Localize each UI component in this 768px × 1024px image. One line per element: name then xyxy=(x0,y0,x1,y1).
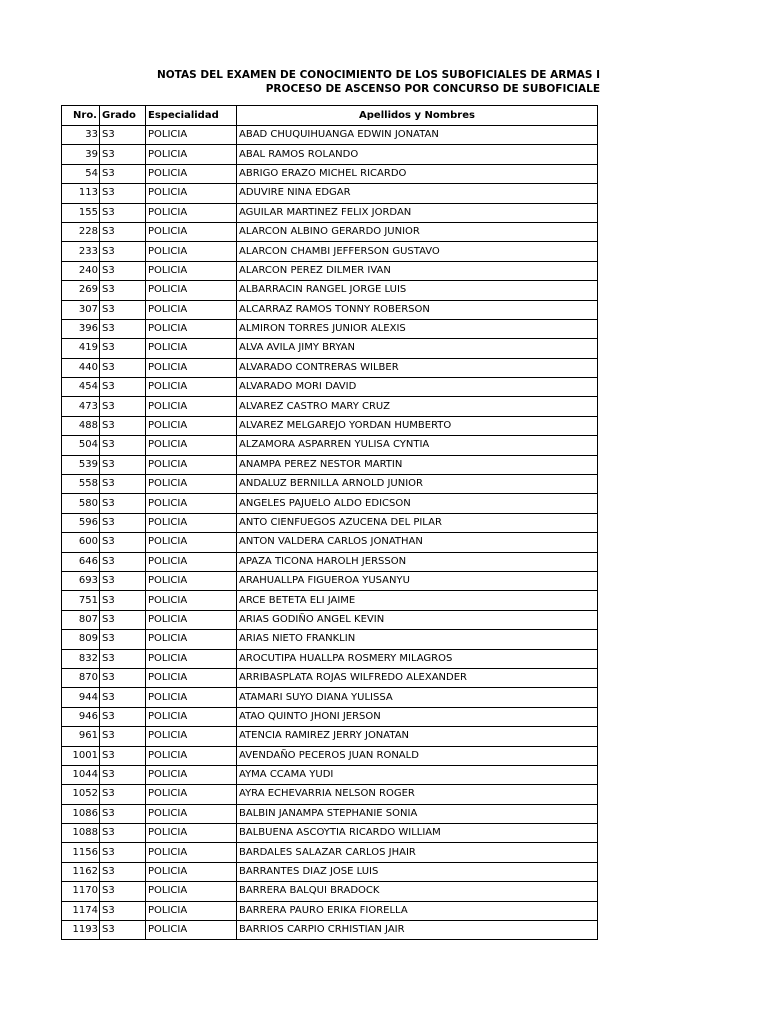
cell-especialidad: POLICIA xyxy=(146,358,237,377)
cell-grado: S3 xyxy=(100,591,146,610)
table-row xyxy=(62,358,598,377)
cell-especialidad: POLICIA xyxy=(146,126,237,145)
table-row xyxy=(62,281,598,300)
cell-grado: S3 xyxy=(100,203,146,222)
cell-apellidos-nombres: ALVARADO CONTRERAS WILBER xyxy=(237,358,598,377)
cell-grado: S3 xyxy=(100,804,146,823)
cell-grado: S3 xyxy=(100,649,146,668)
cell-nro: 504 xyxy=(62,436,100,455)
cell-especialidad: POLICIA xyxy=(146,145,237,164)
cell-grado: S3 xyxy=(100,475,146,494)
cell-especialidad: POLICIA xyxy=(146,416,237,435)
cell-grado: S3 xyxy=(100,339,146,358)
cell-especialidad: POLICIA xyxy=(146,727,237,746)
cell-nro: 39 xyxy=(62,145,100,164)
cell-grado: S3 xyxy=(100,610,146,629)
cell-apellidos-nombres: AGUILAR MARTINEZ FELIX JORDAN xyxy=(237,203,598,222)
cell-grado: S3 xyxy=(100,184,146,203)
cell-grado: S3 xyxy=(100,281,146,300)
cell-grado: S3 xyxy=(100,378,146,397)
cell-apellidos-nombres: BARRERA BALQUI BRADOCK xyxy=(237,882,598,901)
cell-apellidos-nombres: ALBARRACIN RANGEL JORGE LUIS xyxy=(237,281,598,300)
cell-especialidad: POLICIA xyxy=(146,552,237,571)
cell-especialidad: POLICIA xyxy=(146,591,237,610)
cell-apellidos-nombres: BARRANTES DIAZ JOSE LUIS xyxy=(237,862,598,881)
cell-grado: S3 xyxy=(100,765,146,784)
cell-apellidos-nombres: AYMA CCAMA YUDI xyxy=(237,765,598,784)
table-row xyxy=(62,668,598,687)
cell-apellidos-nombres: ALVAREZ CASTRO MARY CRUZ xyxy=(237,397,598,416)
cell-especialidad: POLICIA xyxy=(146,261,237,280)
cell-nro: 240 xyxy=(62,261,100,280)
cell-apellidos-nombres: ALCARRAZ RAMOS TONNY ROBERSON xyxy=(237,300,598,319)
cell-grado: S3 xyxy=(100,843,146,862)
header-especialidad: Especialidad xyxy=(146,106,237,126)
cell-apellidos-nombres: BALBIN JANAMPA STEPHANIE SONIA xyxy=(237,804,598,823)
cell-especialidad: POLICIA xyxy=(146,571,237,590)
cell-nro: 1044 xyxy=(62,765,100,784)
cell-especialidad: POLICIA xyxy=(146,785,237,804)
table-row xyxy=(62,300,598,319)
cell-apellidos-nombres: ALARCON ALBINO GERARDO JUNIOR xyxy=(237,222,598,241)
table-row xyxy=(62,862,598,881)
cell-nro: 1156 xyxy=(62,843,100,862)
table-row xyxy=(62,591,598,610)
header-grado: Grado xyxy=(100,106,146,126)
table-row xyxy=(62,552,598,571)
cell-nro: 646 xyxy=(62,552,100,571)
table-row xyxy=(62,901,598,920)
cell-especialidad: POLICIA xyxy=(146,397,237,416)
cell-grado: S3 xyxy=(100,397,146,416)
cell-grado: S3 xyxy=(100,571,146,590)
cell-grado: S3 xyxy=(100,882,146,901)
table-row xyxy=(62,455,598,474)
cell-nro: 1086 xyxy=(62,804,100,823)
cell-apellidos-nombres: BARDALES SALAZAR CARLOS JHAIR xyxy=(237,843,598,862)
cell-nro: 809 xyxy=(62,630,100,649)
cell-grado: S3 xyxy=(100,513,146,532)
cell-grado: S3 xyxy=(100,222,146,241)
cell-especialidad: POLICIA xyxy=(146,222,237,241)
cell-nro: 1052 xyxy=(62,785,100,804)
cell-especialidad: POLICIA xyxy=(146,533,237,552)
table-row xyxy=(62,494,598,513)
table-row xyxy=(62,242,598,261)
cell-nro: 944 xyxy=(62,688,100,707)
cell-nro: 832 xyxy=(62,649,100,668)
cell-grado: S3 xyxy=(100,319,146,338)
cell-apellidos-nombres: AVENDAÑO PECEROS JUAN RONALD xyxy=(237,746,598,765)
table-row xyxy=(62,378,598,397)
table-row xyxy=(62,397,598,416)
cell-apellidos-nombres: AROCUTIPA HUALLPA ROSMERY MILAGROS xyxy=(237,649,598,668)
cell-nro: 473 xyxy=(62,397,100,416)
cell-especialidad: POLICIA xyxy=(146,746,237,765)
cell-nro: 751 xyxy=(62,591,100,610)
cell-grado: S3 xyxy=(100,494,146,513)
table-row xyxy=(62,746,598,765)
cell-nro: 228 xyxy=(62,222,100,241)
cell-apellidos-nombres: ANTON VALDERA CARLOS JONATHAN xyxy=(237,533,598,552)
cell-apellidos-nombres: ARIAS GODIÑO ANGEL KEVIN xyxy=(237,610,598,629)
cell-nro: 1088 xyxy=(62,824,100,843)
table-row xyxy=(62,416,598,435)
cell-grado: S3 xyxy=(100,533,146,552)
cell-apellidos-nombres: ALARCON PEREZ DILMER IVAN xyxy=(237,261,598,280)
cell-especialidad: POLICIA xyxy=(146,319,237,338)
title-line-1: NOTAS DEL EXAMEN DE CONOCIMIENTO DE LOS SUBOFICIALES DE ARMAS I xyxy=(156,69,600,81)
cell-nro: 580 xyxy=(62,494,100,513)
cell-grado: S3 xyxy=(100,126,146,145)
cell-nro: 600 xyxy=(62,533,100,552)
cell-apellidos-nombres: BARRERA PAURO ERIKA FIORELLA xyxy=(237,901,598,920)
cell-nro: 113 xyxy=(62,184,100,203)
cell-apellidos-nombres: ARRIBASPLATA ROJAS WILFREDO ALEXANDER xyxy=(237,668,598,687)
table-row xyxy=(62,222,598,241)
table-row xyxy=(62,261,598,280)
cell-grado: S3 xyxy=(100,862,146,881)
cell-grado: S3 xyxy=(100,630,146,649)
table-row xyxy=(62,203,598,222)
cell-especialidad: POLICIA xyxy=(146,668,237,687)
cell-apellidos-nombres: ARAHUALLPA FIGUEROA YUSANYU xyxy=(237,571,598,590)
cell-especialidad: POLICIA xyxy=(146,436,237,455)
cell-nro: 419 xyxy=(62,339,100,358)
table-row xyxy=(62,184,598,203)
cell-nro: 807 xyxy=(62,610,100,629)
cell-apellidos-nombres: ATAO QUINTO JHONI JERSON xyxy=(237,707,598,726)
cell-especialidad: POLICIA xyxy=(146,513,237,532)
table-row xyxy=(62,727,598,746)
cell-especialidad: POLICIA xyxy=(146,901,237,920)
table-row xyxy=(62,804,598,823)
cell-especialidad: POLICIA xyxy=(146,765,237,784)
cell-grado: S3 xyxy=(100,145,146,164)
cell-nro: 1162 xyxy=(62,862,100,881)
table-row xyxy=(62,630,598,649)
cell-nro: 870 xyxy=(62,668,100,687)
cell-apellidos-nombres: BARRIOS CARPIO CRHISTIAN JAIR xyxy=(237,921,598,940)
cell-apellidos-nombres: ARIAS NIETO FRANKLIN xyxy=(237,630,598,649)
results-table xyxy=(61,105,598,940)
cell-especialidad: POLICIA xyxy=(146,184,237,203)
cell-grado: S3 xyxy=(100,707,146,726)
cell-nro: 440 xyxy=(62,358,100,377)
cell-especialidad: POLICIA xyxy=(146,455,237,474)
cell-nro: 1001 xyxy=(62,746,100,765)
cell-apellidos-nombres: ANGELES PAJUELO ALDO EDICSON xyxy=(237,494,598,513)
table-row xyxy=(62,610,598,629)
cell-apellidos-nombres: ATENCIA RAMIREZ JERRY JONATAN xyxy=(237,727,598,746)
cell-apellidos-nombres: ALARCON CHAMBI JEFFERSON GUSTAVO xyxy=(237,242,598,261)
table-row xyxy=(62,513,598,532)
cell-grado: S3 xyxy=(100,727,146,746)
cell-apellidos-nombres: ALVARADO MORI DAVID xyxy=(237,378,598,397)
cell-nro: 488 xyxy=(62,416,100,435)
table-row xyxy=(62,688,598,707)
cell-apellidos-nombres: ABAD CHUQUIHUANGA EDWIN JONATAN xyxy=(237,126,598,145)
cell-grado: S3 xyxy=(100,261,146,280)
header-nro: Nro. xyxy=(62,106,100,126)
cell-apellidos-nombres: ABRIGO ERAZO MICHEL RICARDO xyxy=(237,164,598,183)
cell-especialidad: POLICIA xyxy=(146,630,237,649)
cell-grado: S3 xyxy=(100,242,146,261)
cell-especialidad: POLICIA xyxy=(146,804,237,823)
cell-especialidad: POLICIA xyxy=(146,882,237,901)
cell-grado: S3 xyxy=(100,416,146,435)
header-apellidos-nombres: Apellidos y Nombres xyxy=(237,106,598,126)
cell-especialidad: POLICIA xyxy=(146,824,237,843)
cell-apellidos-nombres: ANTO CIENFUEGOS AZUCENA DEL PILAR xyxy=(237,513,598,532)
cell-apellidos-nombres: ALZAMORA ASPARREN YULISA CYNTIA xyxy=(237,436,598,455)
table-body xyxy=(62,126,598,940)
table-row xyxy=(62,707,598,726)
cell-especialidad: POLICIA xyxy=(146,242,237,261)
cell-nro: 454 xyxy=(62,378,100,397)
table-row xyxy=(62,319,598,338)
table-row xyxy=(62,785,598,804)
cell-nro: 54 xyxy=(62,164,100,183)
table-row xyxy=(62,126,598,145)
cell-especialidad: POLICIA xyxy=(146,610,237,629)
cell-nro: 693 xyxy=(62,571,100,590)
cell-grado: S3 xyxy=(100,300,146,319)
cell-grado: S3 xyxy=(100,921,146,940)
title-line-2: PROCESO DE ASCENSO POR CONCURSO DE SUBOFICIALE xyxy=(265,83,600,95)
cell-grado: S3 xyxy=(100,552,146,571)
table-row xyxy=(62,571,598,590)
cell-grado: S3 xyxy=(100,688,146,707)
cell-grado: S3 xyxy=(100,746,146,765)
cell-apellidos-nombres: BALBUENA ASCOYTIA RICARDO WILLIAM xyxy=(237,824,598,843)
cell-nro: 33 xyxy=(62,126,100,145)
cell-especialidad: POLICIA xyxy=(146,649,237,668)
cell-nro: 539 xyxy=(62,455,100,474)
cell-apellidos-nombres: AYRA ECHEVARRIA NELSON ROGER xyxy=(237,785,598,804)
cell-apellidos-nombres: ALMIRON TORRES JUNIOR ALEXIS xyxy=(237,319,598,338)
cell-especialidad: POLICIA xyxy=(146,203,237,222)
table-row xyxy=(62,824,598,843)
table-row xyxy=(62,339,598,358)
table-row xyxy=(62,475,598,494)
cell-especialidad: POLICIA xyxy=(146,843,237,862)
table-row xyxy=(62,145,598,164)
table-row xyxy=(62,921,598,940)
cell-especialidad: POLICIA xyxy=(146,707,237,726)
cell-apellidos-nombres: ALVA AVILA JIMY BRYAN xyxy=(237,339,598,358)
table-row xyxy=(62,164,598,183)
cell-especialidad: POLICIA xyxy=(146,339,237,358)
cell-apellidos-nombres: ALVAREZ MELGAREJO YORDAN HUMBERTO xyxy=(237,416,598,435)
cell-grado: S3 xyxy=(100,785,146,804)
table-row xyxy=(62,436,598,455)
cell-apellidos-nombres: ADUVIRE NINA EDGAR xyxy=(237,184,598,203)
cell-nro: 1174 xyxy=(62,901,100,920)
cell-grado: S3 xyxy=(100,436,146,455)
cell-nro: 269 xyxy=(62,281,100,300)
cell-grado: S3 xyxy=(100,668,146,687)
table-row xyxy=(62,843,598,862)
cell-grado: S3 xyxy=(100,901,146,920)
table-row xyxy=(62,765,598,784)
cell-especialidad: POLICIA xyxy=(146,475,237,494)
cell-grado: S3 xyxy=(100,824,146,843)
cell-nro: 1170 xyxy=(62,882,100,901)
cell-apellidos-nombres: ANAMPA PEREZ NESTOR MARTIN xyxy=(237,455,598,474)
cell-apellidos-nombres: ANDALUZ BERNILLA ARNOLD JUNIOR xyxy=(237,475,598,494)
table-row xyxy=(62,533,598,552)
cell-apellidos-nombres: ABAL RAMOS ROLANDO xyxy=(237,145,598,164)
cell-especialidad: POLICIA xyxy=(146,921,237,940)
cell-especialidad: POLICIA xyxy=(146,688,237,707)
cell-nro: 1193 xyxy=(62,921,100,940)
cell-nro: 961 xyxy=(62,727,100,746)
cell-nro: 596 xyxy=(62,513,100,532)
cell-grado: S3 xyxy=(100,164,146,183)
cell-especialidad: POLICIA xyxy=(146,164,237,183)
cell-nro: 155 xyxy=(62,203,100,222)
cell-nro: 558 xyxy=(62,475,100,494)
cell-nro: 946 xyxy=(62,707,100,726)
table-header-row xyxy=(62,106,598,126)
cell-nro: 307 xyxy=(62,300,100,319)
cell-grado: S3 xyxy=(100,455,146,474)
cell-apellidos-nombres: ATAMARI SUYO DIANA YULISSA xyxy=(237,688,598,707)
cell-apellidos-nombres: ARCE BETETA ELI JAIME xyxy=(237,591,598,610)
table-row xyxy=(62,649,598,668)
cell-apellidos-nombres: APAZA TICONA HAROLH JERSSON xyxy=(237,552,598,571)
cell-grado: S3 xyxy=(100,358,146,377)
table-row xyxy=(62,882,598,901)
cell-nro: 233 xyxy=(62,242,100,261)
cell-especialidad: POLICIA xyxy=(146,281,237,300)
cell-especialidad: POLICIA xyxy=(146,300,237,319)
cell-especialidad: POLICIA xyxy=(146,862,237,881)
cell-nro: 396 xyxy=(62,319,100,338)
cell-especialidad: POLICIA xyxy=(146,378,237,397)
document-title xyxy=(140,68,600,96)
cell-especialidad: POLICIA xyxy=(146,494,237,513)
